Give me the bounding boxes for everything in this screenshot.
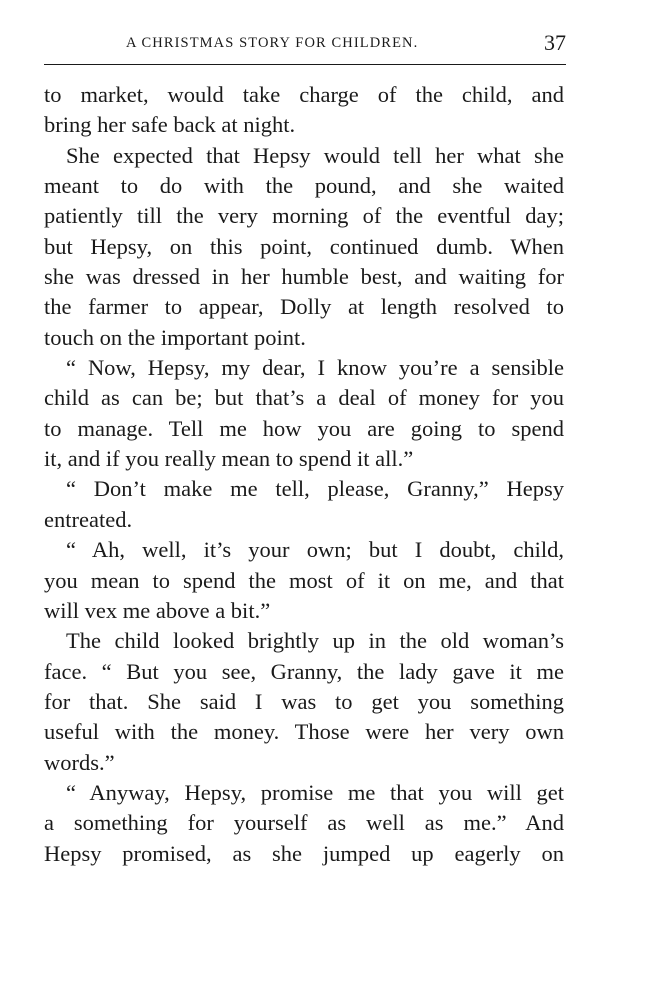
text-line: the farmer to appear, Dolly at length resolved to — [44, 294, 564, 320]
text-line: it, and if you really mean to spend it all.” — [44, 446, 414, 472]
text-line: meant to do with the pound, and she waited — [44, 173, 564, 199]
text-line: “ Don’t make me tell, please, Granny,” Hepsy — [66, 476, 564, 502]
text-line: “ Ah, well, it’s your own; but I doubt, child, — [66, 537, 564, 563]
text-line: will vex me above a bit.” — [44, 597, 271, 623]
text-line: She expected that Hepsy would tell her what she — [66, 142, 564, 168]
header-rule — [44, 64, 566, 65]
text-line: to market, would take charge of the child, and — [44, 82, 564, 107]
text-line: words.” — [44, 749, 115, 775]
text-line: bring her safe back at night. — [44, 112, 296, 138]
text-line: Hepsy promised, as she jumped up eagerly on — [44, 840, 564, 866]
text-line: face. “ But you see, Granny, the lady gave it me — [44, 658, 564, 684]
body-text — [44, 80, 564, 869]
text-line: “ Anyway, Hepsy, promise me that you will get — [66, 779, 564, 805]
text-line: for that. She said I was to get you something — [44, 688, 564, 714]
text-line: you mean to spend the most of it on me, and that — [44, 567, 564, 593]
page-number: 37 — [544, 30, 566, 55]
running-header — [44, 30, 566, 62]
text-line: a something for yourself as well as me.” And — [44, 810, 564, 836]
text-line: to manage. Tell me how you are going to spend — [44, 415, 564, 441]
text-line: touch on the important point. — [44, 324, 306, 350]
text-line: “ Now, Hepsy, my dear, I know you’re a sensible — [66, 355, 564, 381]
text-line: entreated. — [44, 506, 133, 532]
text-line: child as can be; but that’s a deal of money for you — [44, 385, 564, 411]
running-title: A CHRISTMAS STORY FOR CHILDREN. — [126, 35, 419, 51]
text-line: patiently till the very morning of the eventful day; — [44, 203, 564, 229]
text-line: useful with the money. Those were her very own — [44, 719, 564, 745]
text-line: The child looked brightly up in the old woman’s — [66, 628, 564, 654]
text-line: she was dressed in her humble best, and waiting for — [44, 264, 564, 290]
text-line: but Hepsy, on this point, continued dumb. When — [44, 233, 564, 259]
